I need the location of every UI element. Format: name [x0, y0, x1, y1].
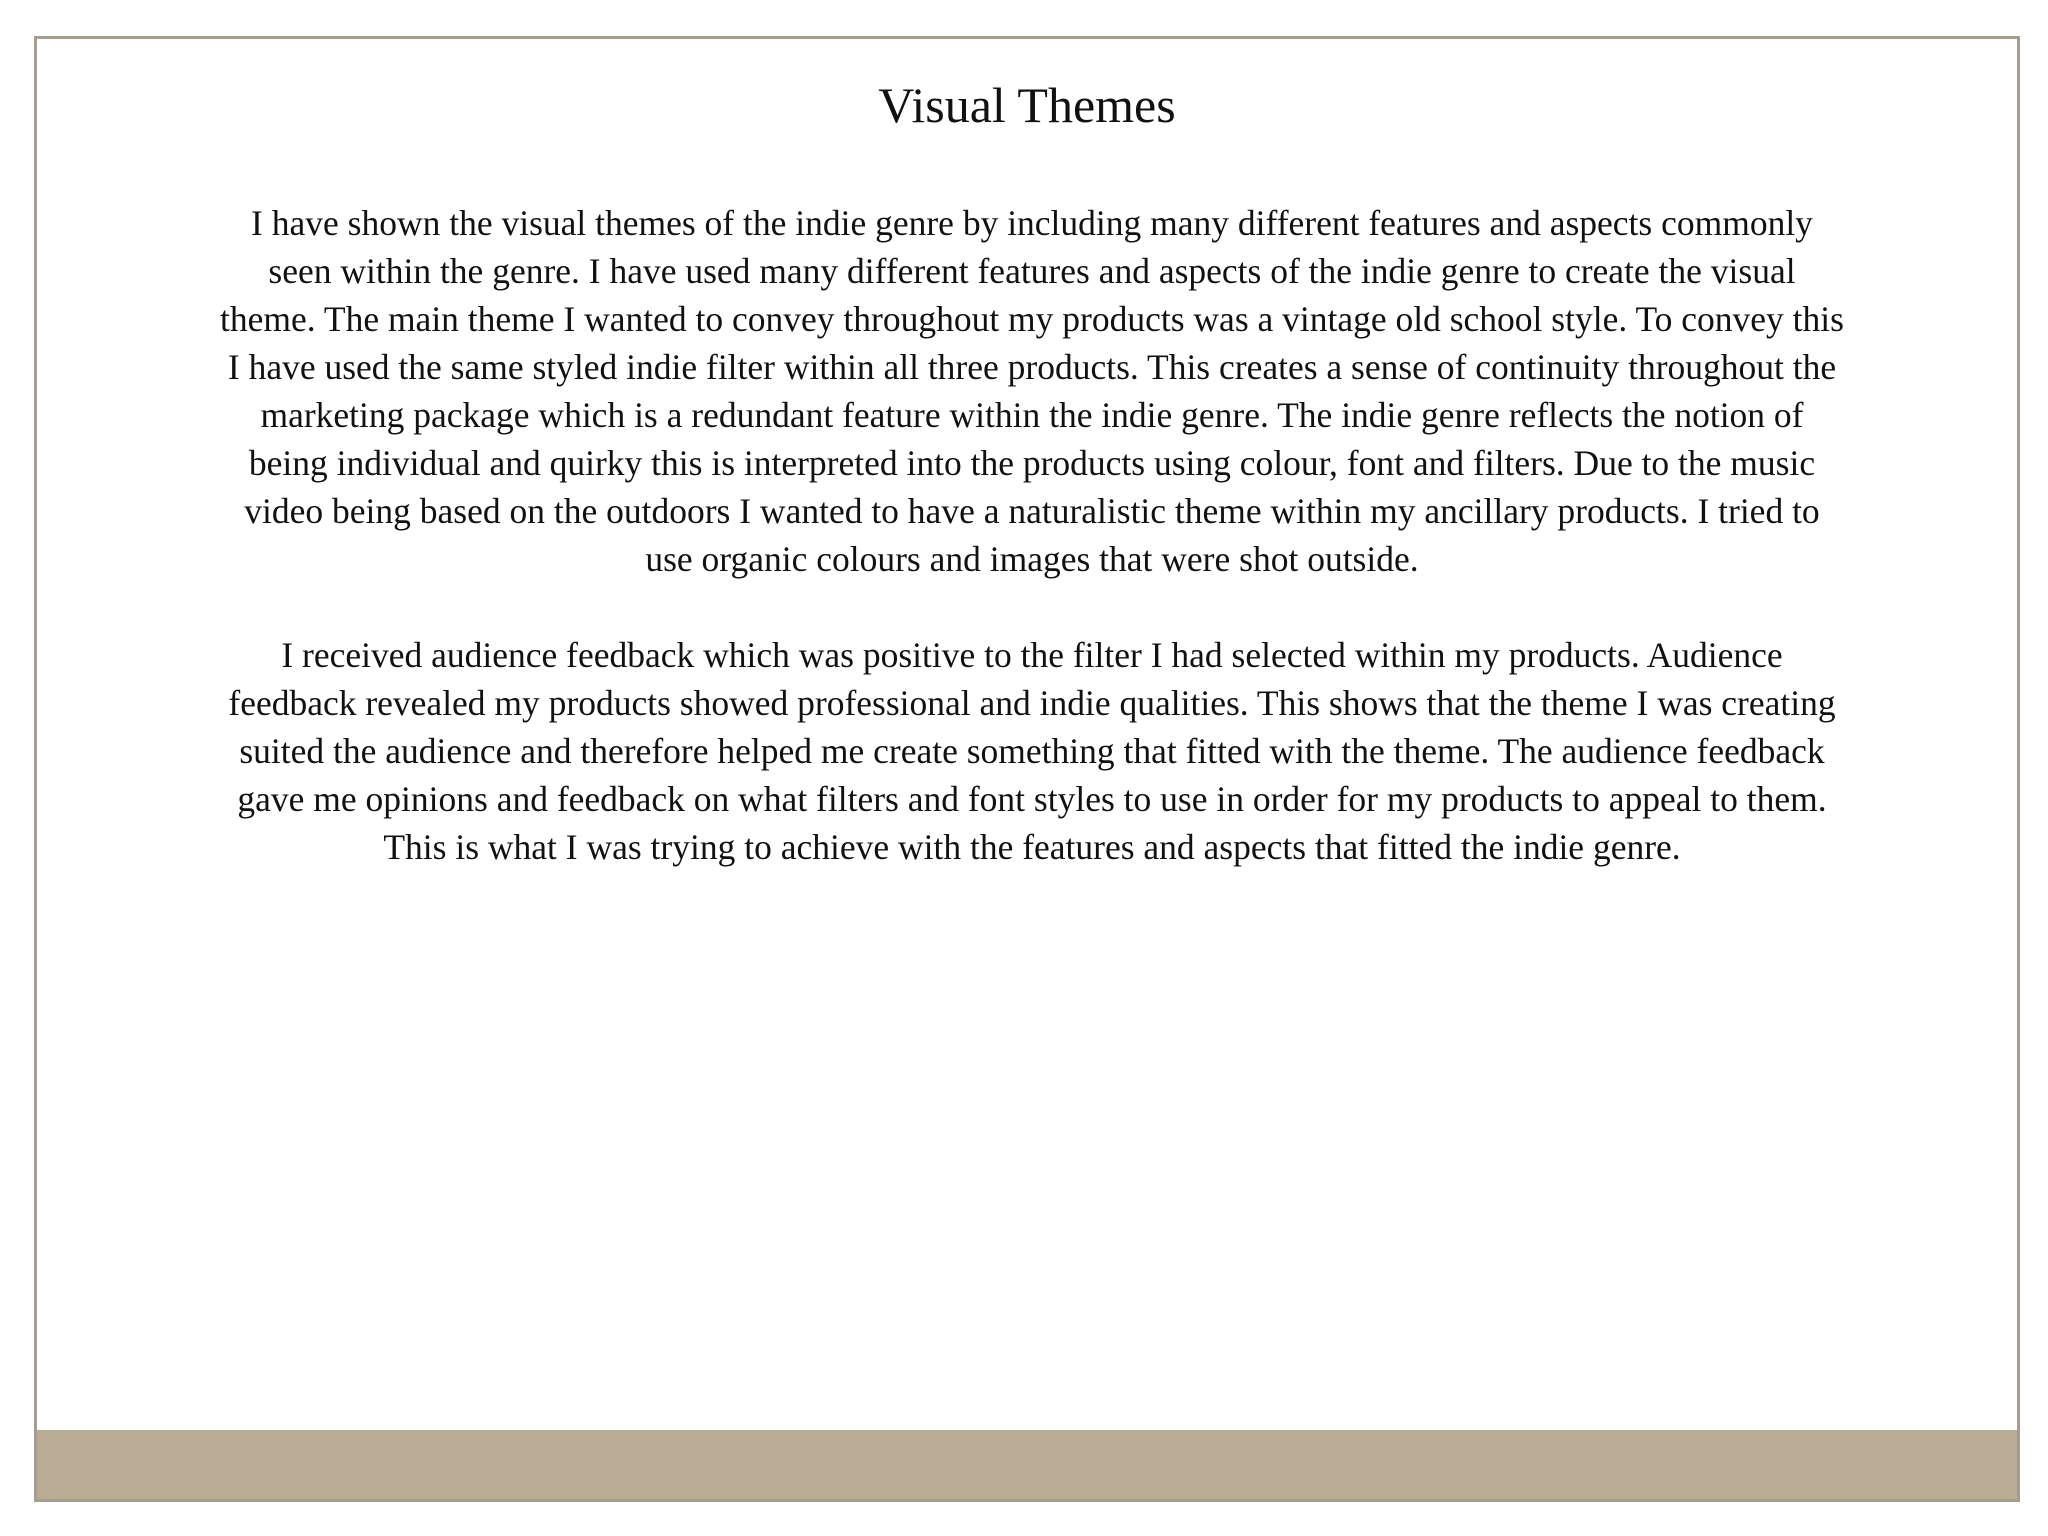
footer-band: [37, 1430, 2017, 1499]
body-paragraph-2: I received audience feedback which was positive to the filter I had selected within my products. Audience feedback revealed my products showed professional and indie qualities. This shows that the theme I was creating suited the audience and therefore helped me create something that fitted with the theme. The audience feedback gave me opinions and feedback on what filters and font styles to use in order for my products to appeal to them. This is what I was trying to achieve with the features and aspects that fitted the indie genre.: [228, 635, 1836, 867]
slide-frame: [34, 36, 2020, 1502]
body-paragraph-1: I have shown the visual themes of the indie genre by including many different features and aspects commonly seen within the genre. I have used many different features and aspects of the indie genre to create the visual theme. The main theme I wanted to convey throughout my products was a vintage old school style. To convey this I have used the same styled indie filter within all three products. This creates a sense of continuity throughout the marketing package which is a redundant feature within the indie genre. The indie genre reflects the notion of being individual and quirky this is interpreted into the products using colour, font and filters. Due to the music video being based on the outdoors I wanted to have a naturalistic theme within my ancillary products. I tried to use organic colours and images that were shot outside.: [220, 203, 1844, 579]
slide-body: [217, 199, 1847, 871]
slide-title: Visual Themes: [878, 77, 1176, 133]
